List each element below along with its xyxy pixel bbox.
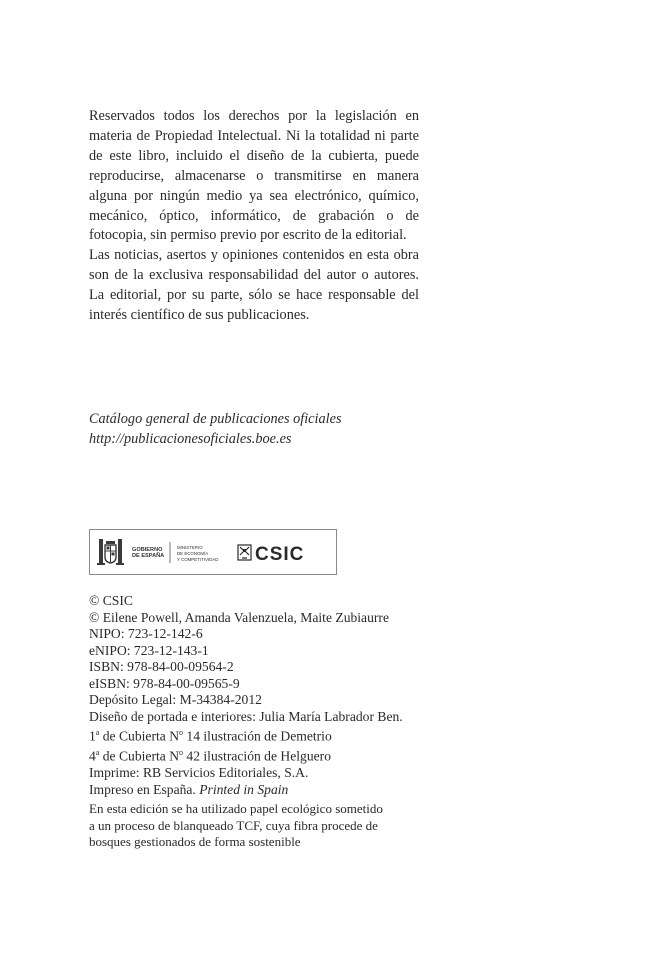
ministerio-line2: DE ECONOMÍA: [177, 551, 209, 556]
back-cover-credit: 4$^a$ de Cubierta $N^o$ 42 ilustración de Helguero: [89, 748, 331, 764]
enipo: eNIPO: 723-12-143-1: [89, 642, 209, 658]
gobierno-line1: GOBIERNO: [132, 547, 163, 553]
nipo: NIPO: 723-12-142-6: [89, 626, 203, 641]
isbn: ISBN: 978-84-00-09564-2: [89, 659, 234, 674]
institution-logos: [89, 529, 337, 575]
eco-line-1: En esta edición se ha utilizado papel ecológico sometido: [89, 801, 383, 816]
gobierno-line2: DE ESPAÑA: [132, 553, 165, 559]
coat-of-arms-icon: [97, 539, 124, 565]
eco-line-3: bosques gestionados de forma sostenible: [89, 834, 301, 850]
front-cover-credit: 1$^a$ de Cubierta $N^o$ 14 ilustración de Demetrio: [89, 728, 332, 744]
catalog-info: [89, 409, 342, 449]
printer-credit: Imprime: RB Servicios Editoriales, S.A.: [89, 765, 309, 781]
rights-notice: [89, 107, 419, 326]
printed-in: Impreso en España. Printed in Spain: [89, 781, 289, 797]
deposito-legal: Depósito Legal: M-34384-2012: [89, 692, 262, 707]
liability-paragraph: Las noticias, asertos y opiniones contenidos en esta obra son de la exclusiva responsabilidad del autor o autores. La editorial, por su parte, sólo se hace responsable del interés científico de sus publicaciones.: [89, 247, 419, 324]
eisbn: eISBN: 978-84-00-09565-9: [89, 675, 240, 691]
copyright-authors: © Eilene Powell, Amanda Valenzuela, Maite Zubiaurre: [89, 609, 389, 625]
csic-emblem-icon: [238, 545, 251, 560]
eco-paper-note: [89, 801, 383, 851]
csic-wordmark: CSIC: [255, 544, 305, 565]
eco-line-2: a un proceso de blanqueado TCF, cuya fibra procede de: [89, 817, 378, 833]
ministerio-line3: Y COMPETITIVIDAD: [177, 557, 219, 562]
ministerio-line1: MINISTERIO: [177, 545, 203, 550]
catalog-title: Catálogo general de publicaciones oficiales: [89, 411, 342, 427]
catalog-url[interactable]: http://publicacionesoficiales.boe.es: [89, 431, 292, 447]
logo-strip: [90, 530, 336, 574]
credits-section: [89, 593, 403, 798]
copyright-csic: © CSIC: [89, 593, 133, 608]
design-credit: Diseño de portada e interiores: Julia María Labrador Ben.: [89, 708, 403, 724]
rights-paragraph: Reservados todos los derechos por la legislación en materia de Propiedad Intelectual. Ni la totalidad ni parte de este libro, incluido el diseño de la cubierta, puede reproducirse, almacenarse o transmitirse en manera alguna por ningún medio ya sea electrónico, químico, mecánico, óptico, informático, de grabación o de fotocopia, sin permiso previo por escrito de la editorial.: [89, 108, 419, 244]
